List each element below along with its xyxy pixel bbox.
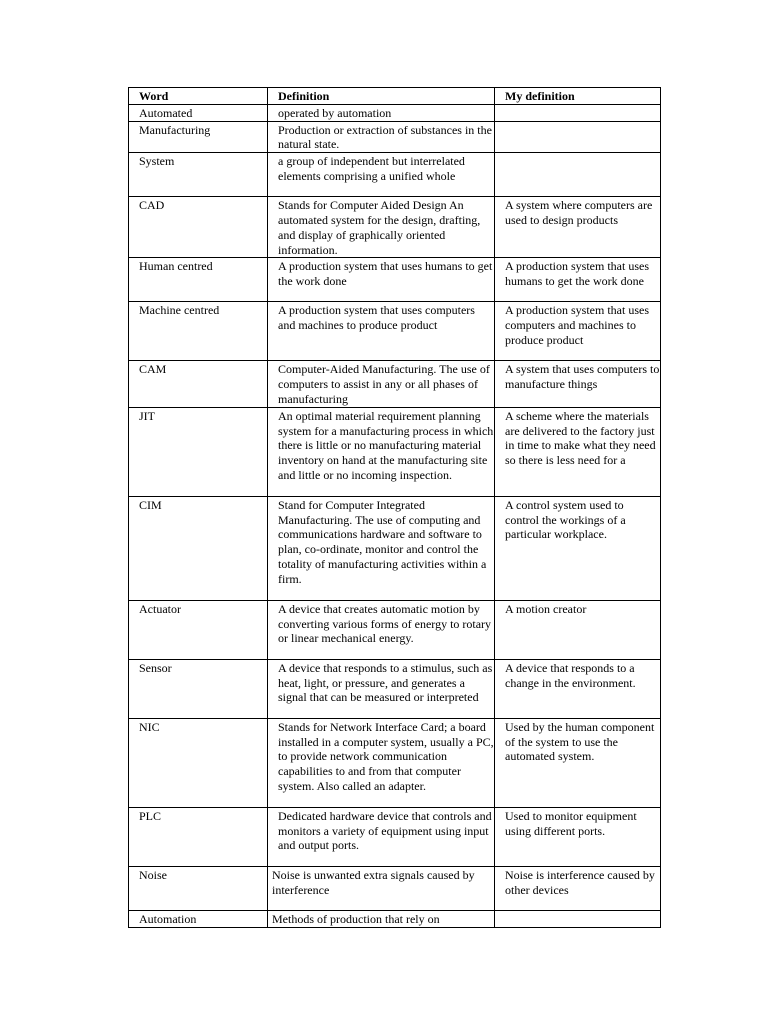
my-definition-cell: Used by the human component of the system to use the automated system.: [495, 718, 661, 807]
word-cell: Machine centred: [129, 302, 268, 361]
vocabulary-table: [128, 87, 661, 928]
word-cell: CAM: [129, 361, 268, 407]
my-definition-cell: A production system that uses humans to get the work done: [495, 258, 661, 302]
header-my-definition: My definition: [495, 88, 661, 105]
word-cell: JIT: [129, 407, 268, 496]
word-cell: NIC: [129, 718, 268, 807]
word-cell: CIM: [129, 496, 268, 600]
definition-cell: Dedicated hardware device that controls and monitors a variety of equipment using input and output ports.: [268, 807, 495, 866]
word-cell: Actuator: [129, 600, 268, 659]
my-definition-cell: A scheme where the materials are delivered to the factory just in time to make what they need so there is less need for a: [495, 407, 661, 496]
table-row: [129, 121, 661, 153]
my-definition-cell: A device that responds to a change in the environment.: [495, 659, 661, 718]
definition-cell: Stand for Computer Integrated Manufacturing. The use of computing and communications hardware and software to plan, co-ordinate, monitor and control the totality of manufacturing activities within a firm.: [268, 496, 495, 600]
table-row: [129, 659, 661, 718]
word-cell: Human centred: [129, 258, 268, 302]
header-word: Word: [129, 88, 268, 105]
word-cell: Noise: [129, 866, 268, 910]
my-definition-cell: A control system used to control the workings of a particular workplace.: [495, 496, 661, 600]
definition-cell: Stands for Computer Aided Design An automated system for the design, drafting, and display of graphically oriented information.: [268, 197, 495, 258]
word-cell: Automation: [129, 910, 268, 927]
my-definition-cell: A system where computers are used to design products: [495, 197, 661, 258]
my-definition-cell: A production system that uses computers and machines to produce product: [495, 302, 661, 361]
my-definition-cell: Noise is interference caused by other devices: [495, 866, 661, 910]
definition-cell: A production system that uses humans to get the work done: [268, 258, 495, 302]
table-row: [129, 496, 661, 600]
header-definition: Definition: [268, 88, 495, 105]
definition-cell: operated by automation: [268, 104, 495, 121]
table-row: [129, 910, 661, 927]
my-definition-cell: [495, 153, 661, 197]
definition-cell: A production system that uses computers and machines to produce product: [268, 302, 495, 361]
word-cell: Automated: [129, 104, 268, 121]
definition-cell: Stands for Network Interface Card; a board installed in a computer system, usually a PC, to provide network communication capabilities to and from that computer system. Also called an adapter.: [268, 718, 495, 807]
table-row: [129, 153, 661, 197]
table-row: [129, 104, 661, 121]
my-definition-cell: A motion creator: [495, 600, 661, 659]
table-row: [129, 807, 661, 866]
word-cell: Sensor: [129, 659, 268, 718]
table-row: [129, 407, 661, 496]
table-row: [129, 600, 661, 659]
table-row: [129, 718, 661, 807]
table-row: [129, 197, 661, 258]
definition-cell: Computer-Aided Manufacturing. The use of computers to assist in any or all phases of manufacturing: [268, 361, 495, 407]
word-cell: Manufacturing: [129, 121, 268, 153]
definition-cell: A device that responds to a stimulus, such as heat, light, or pressure, and generates a signal that can be measured or interpreted: [268, 659, 495, 718]
my-definition-cell: [495, 121, 661, 153]
definition-cell: Methods of production that rely on: [268, 910, 495, 927]
table-row: [129, 302, 661, 361]
word-cell: CAD: [129, 197, 268, 258]
word-cell: System: [129, 153, 268, 197]
definition-cell: a group of independent but interrelated elements comprising a unified whole: [268, 153, 495, 197]
table-header-row: [129, 88, 661, 105]
definition-cell: Noise is unwanted extra signals caused by interference: [268, 866, 495, 910]
my-definition-cell: A system that uses computers to manufacture things: [495, 361, 661, 407]
definition-cell: A device that creates automatic motion by converting various forms of energy to rotary or linear mechanical energy.: [268, 600, 495, 659]
table-row: [129, 258, 661, 302]
word-cell: PLC: [129, 807, 268, 866]
definition-cell: Production or extraction of substances in the natural state.: [268, 121, 495, 153]
definition-cell: An optimal material requirement planning system for a manufacturing process in which there is little or no manufacturing material inventory on hand at the manufacturing site and little or no incoming inspection.: [268, 407, 495, 496]
table-row: [129, 866, 661, 910]
my-definition-cell: [495, 910, 661, 927]
my-definition-cell: [495, 104, 661, 121]
table-row: [129, 361, 661, 407]
my-definition-cell: Used to monitor equipment using different ports.: [495, 807, 661, 866]
